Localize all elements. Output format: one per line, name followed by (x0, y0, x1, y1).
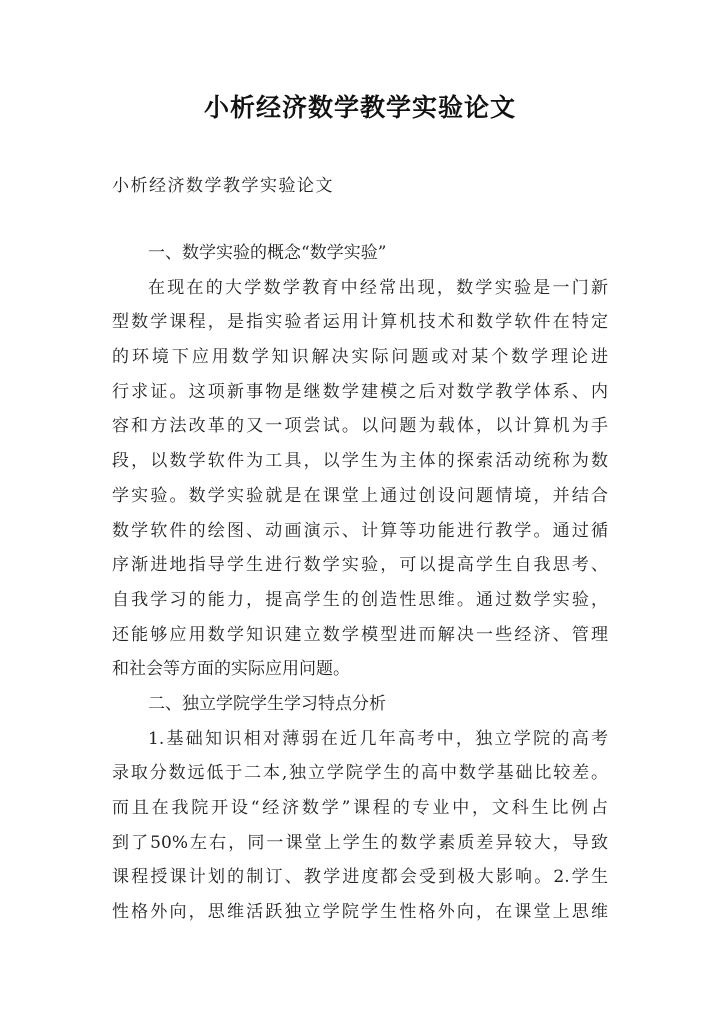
paragraph-line: 型数学课程，是指实验者运用计算机技术和数学软件在特定 (112, 312, 608, 333)
document-title: 小析经济数学教学实验论文 (203, 93, 516, 122)
paragraph-line: 在现在的大学数学教育中经常出现，数学实验是一门新 (148, 277, 608, 298)
paragraph-line: 容和方法改革的又一项尝试。以问题为载体，以计算机为手 (112, 416, 608, 437)
paragraph-line: 自我学习的能力，提高学生的创造性思维。通过数学实验， (112, 589, 608, 610)
document-subtitle: 小析经济数学教学实验论文 (112, 176, 334, 196)
paragraph-line: 而且在我院开设“经济数学”课程的专业中，文科生比例占 (112, 798, 608, 818)
section-heading-2: 二、独立学院学生学习特点分析 (148, 693, 386, 714)
paragraph-line: 段，以数学软件为工具，以学生为主体的探索活动统称为数 (112, 451, 608, 472)
paragraph-line: 学实验。数学实验就是在课堂上通过创设问题情境，并结合 (112, 485, 608, 506)
paragraph-line: 录取分数远低于二本,独立学院学生的高中数学基础比较差。 (112, 763, 608, 784)
paragraph-line: 序渐进地指导学生进行数学实验，可以提高学生自我思考、 (112, 555, 608, 576)
paragraph-line: 和社会等方面的实际应用问题。 (112, 659, 350, 680)
paragraph-line: 的环境下应用数学知识解决实际问题或对某个数学理论进 (112, 347, 608, 368)
section-heading-1: 一、数学实验的概念“数学实验” (148, 243, 387, 263)
document-body (112, 236, 608, 930)
paragraph-line: 行求证。这项新事物是继数学建模之后对数学教学体系、内 (112, 381, 608, 402)
paragraph-line: 课程授课计划的制订、教学进度都会受到极大影响。2.学生 (112, 867, 608, 888)
paragraph-line: 数学软件的绘图、动画演示、计算等功能进行教学。通过循 (112, 520, 608, 541)
paragraph-line: 到了50%左右，同一课堂上学生的数学素质差异较大，导致 (112, 832, 608, 853)
paragraph-line: 1.基础知识相对薄弱在近几年高考中，独立学院的高考 (148, 728, 608, 749)
paragraph-line: 性格外向，思维活跃独立学院学生性格外向，在课堂上思维 (112, 902, 608, 923)
paragraph-line: 还能够应用数学知识建立数学模型进而解决一些经济、管理 (112, 624, 608, 645)
